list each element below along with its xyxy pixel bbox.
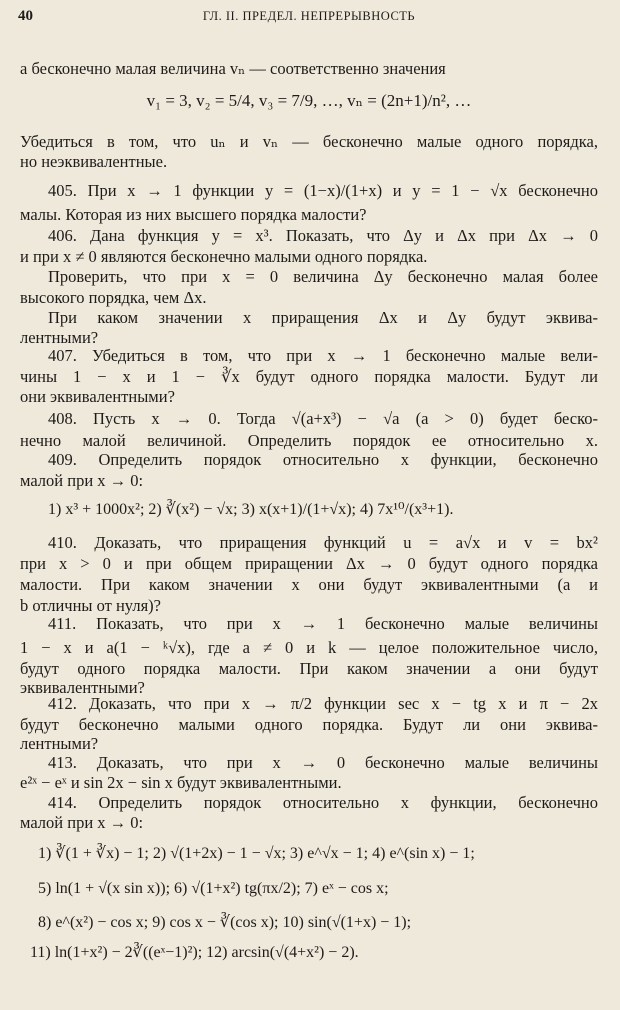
text-line: малы. Которая из них высшего порядка малости? bbox=[20, 205, 367, 224]
formula-line: v₁ = 3, v₂ = 5/4, v₃ = 7/9, …, vₙ = (2n+1)/n², … bbox=[146, 91, 472, 110]
text-line: b отличны от нуля)? bbox=[20, 596, 161, 615]
text-line: e²ˣ − eˣ и sin 2x − sin x будут эквивалентными. bbox=[20, 773, 342, 792]
text-line: эквивалентными? bbox=[20, 678, 145, 697]
text-line: При каком значении x приращения Δx и Δy будут эквива- bbox=[48, 308, 598, 327]
problem-411: 411. Показать, что при x → 1 бесконечно малые величины bbox=[48, 614, 598, 633]
text-line: будут бесконечно малыми одного порядка. Будут ли они эквива- bbox=[20, 715, 598, 734]
problem-410: 410. Доказать, что приращения функций u = a√x и v = bx² bbox=[48, 533, 598, 552]
text-line: 1 − x и a(1 − ᵏ√x), где a ≠ 0 и k — целое положительное число, bbox=[20, 638, 598, 657]
problem-414: 414. Определить порядок относительно x функции, бесконечно bbox=[48, 793, 598, 812]
text-line: малой при x → 0: bbox=[20, 813, 144, 832]
text-line: Убедиться в том, что uₙ и vₙ — бесконечно малые одного порядка, bbox=[20, 132, 598, 151]
text-line: высокого порядка, чем Δx. bbox=[20, 288, 207, 307]
problem-406: 406. Дана функция y = x³. Показать, что Δy и Δx при Δx → 0 bbox=[48, 226, 598, 245]
problem-405: 405. При x → 1 функции y = (1−x)/(1+x) и y = 1 − √x бесконечно bbox=[48, 181, 598, 200]
text-line: чины 1 − x и 1 − ∛x будут одного порядка малости. Будут ли bbox=[20, 367, 598, 386]
text-line: лентными? bbox=[20, 328, 99, 347]
formula-line: 1) x³ + 1000x²; 2) ∛(x²) − √x; 3) x(x+1)/(1+√x); 4) 7x¹⁰/(x³+1). bbox=[48, 501, 454, 518]
text-line: лентными? bbox=[20, 734, 99, 753]
text-line: Проверить, что при x = 0 величина Δy бесконечно малая более bbox=[48, 267, 598, 286]
text-line: при x > 0 и при общем приращении Δx → 0 будут одного порядка bbox=[20, 554, 598, 573]
page-number: 40 bbox=[18, 8, 33, 24]
text-line: они эквивалентными? bbox=[20, 387, 175, 406]
problem-408: 408. Пусть x → 0. Тогда √(a+x³) − √a (a > 0) будет беско- bbox=[48, 409, 598, 428]
formula-line: 11) ln(1+x²) − 2∛((eˣ−1)²); 12) arcsin(√(4+x²) − 2). bbox=[30, 944, 359, 961]
chapter-title: ГЛ. II. ПРЕДЕЛ. НЕПРЕРЫВНОСТЬ bbox=[202, 9, 416, 23]
formula-line: 5) ln(1 + √(x sin x)); 6) √(1+x²) tg(πx/2); 7) eˣ − cos x; bbox=[38, 880, 389, 897]
problem-409: 409. Определить порядок относительно x функции, бесконечно bbox=[48, 450, 598, 469]
text-line: малости. При каком значении x они будут эквивалентными (a и bbox=[20, 575, 598, 594]
text-line: но неэквивалентные. bbox=[20, 152, 168, 171]
problem-413: 413. Доказать, что при x → 0 бесконечно малые величины bbox=[48, 753, 598, 772]
text-line: и при x ≠ 0 являются бесконечно малыми одного порядка. bbox=[20, 247, 428, 266]
problem-412: 412. Доказать, что при x → π/2 функции sec x − tg x и π − 2x bbox=[48, 694, 598, 713]
formula-line: 8) e^(x²) − cos x; 9) cos x − ∛(cos x); 10) sin(√(1+x) − 1); bbox=[38, 914, 412, 931]
text-line: будут одного порядка малости. При каком значении a они будут bbox=[20, 659, 598, 678]
formula-line: 1) ∛(1 + ∛x) − 1; 2) √(1+2x) − 1 − √x; 3) e^√x − 1; 4) e^(sin x) − 1; bbox=[38, 845, 475, 862]
problem-407: 407. Убедиться в том, что при x → 1 бесконечно малые вели- bbox=[48, 346, 598, 365]
text-line: а бесконечно малая величина vₙ — соответственно значения bbox=[20, 59, 446, 78]
running-header bbox=[18, 8, 600, 30]
text-line: нечно малой величиной. Определить порядок ее относительно x. bbox=[20, 431, 598, 450]
text-line: малой при x → 0: bbox=[20, 471, 144, 490]
